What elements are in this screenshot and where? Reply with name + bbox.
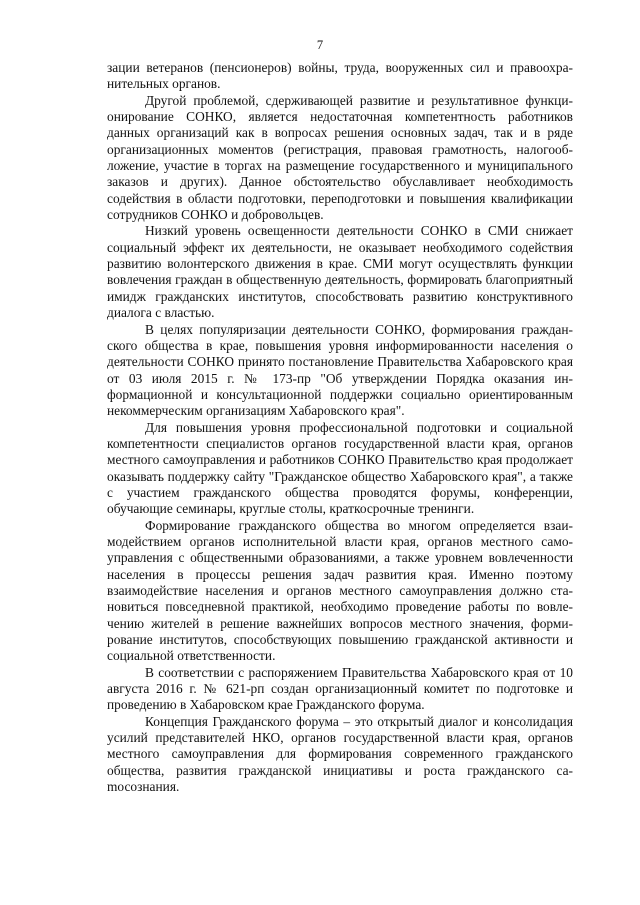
paragraph-forum-concept: Концепция Гражданского форума – это открытый диалог и консолидация усилий представителей НКО, органов государственной власти края, органов местного самоуправления для формирования современного гражданского общества, развития гражданской инициативы и роста гражданского саmосознания. [107,713,573,795]
paragraph-continued: зации ветеранов (пенсионеров) войны, труда, вооруженных сил и правоохранительных органов. [107,60,573,92]
paragraph-organizing-committee: В соответствии с распоряжением Правительства Хабаровского края от 10 августа 2016 г. № 621-рп создан организационный комитет по подготовке и проведению в Хабаровском крае Гражданского форума. [107,664,573,713]
paragraph-civil-society-formation: Формирование гражданского общества во многом определяется взаимодействием органов исполнительной власти края, органов местного самоуправления с общественными образованиями, а также уровнем вовлеченности населения в процессы решения задач развития края. Именно поэтому взаимодействие населения и органов местного самоуправления должно становиться повседневной практикой, необходимо проведение работы по вовлечению жителей в решение важнейших вопросов местного значения, формирование институтов, способствующих повышению гражданской активности и социальной ответственности. [107,517,573,664]
paragraph-media-coverage: Низкий уровень освещенности деятельности СОНКО в СМИ снижает социальный эффект их деятельности, не оказывает необходимого содействия развитию волонтерского движения в крае. СМИ могут осуществлять функции вовлечения граждан в общественную деятельность, формировать благоприятный имидж гражданских институтов, способствовать развитию конструктивного диалога с властью. [107,223,573,321]
document-body [107,60,573,795]
page-number: 7 [316,38,324,52]
paragraph-professional-training: Для повышения уровня профессиональной подготовки и социальной компетентности специалистов органов государственной власти края, органов местного самоуправления и работников СОНКО Правительство края продолжает оказывать поддержку сайту "Гражданское общество Хабаровского края", а также с участием гражданского общества проводятся форумы, конференции, обучающие семинары, круглые столы, краткосрочные тренинги. [107,419,573,517]
paragraph-competence-problem: Другой проблемой, сдерживающей развитие и результативное функционирование СОНКО, является недостаточная компетентность работников данных организаций как в вопросах решения основных задач, так и в ряде организационных моментов (регистрация, правовая грамотность, налогообложение, участие в торгах на размещение государственного и муниципального заказов и других). Данное обстоятельство обуславливает необходимость содействия в области подготовки, переподготовки и повышения квалификации сотрудников СОНКО и добровольцев. [107,92,573,223]
paragraph-popularization: В целях популяризации деятельности СОНКО, формирования гражданского общества в крае, повышения уровня информированности населения о деятельности СОНКО принято постановление Правительства Хабаровского края от 03 июля 2015 г. № 173-пр "Об утверждении Порядка оказания информационной и консультационной поддержки социально ориентированным некоммерческим организациям Хабаровского края". [107,321,573,419]
